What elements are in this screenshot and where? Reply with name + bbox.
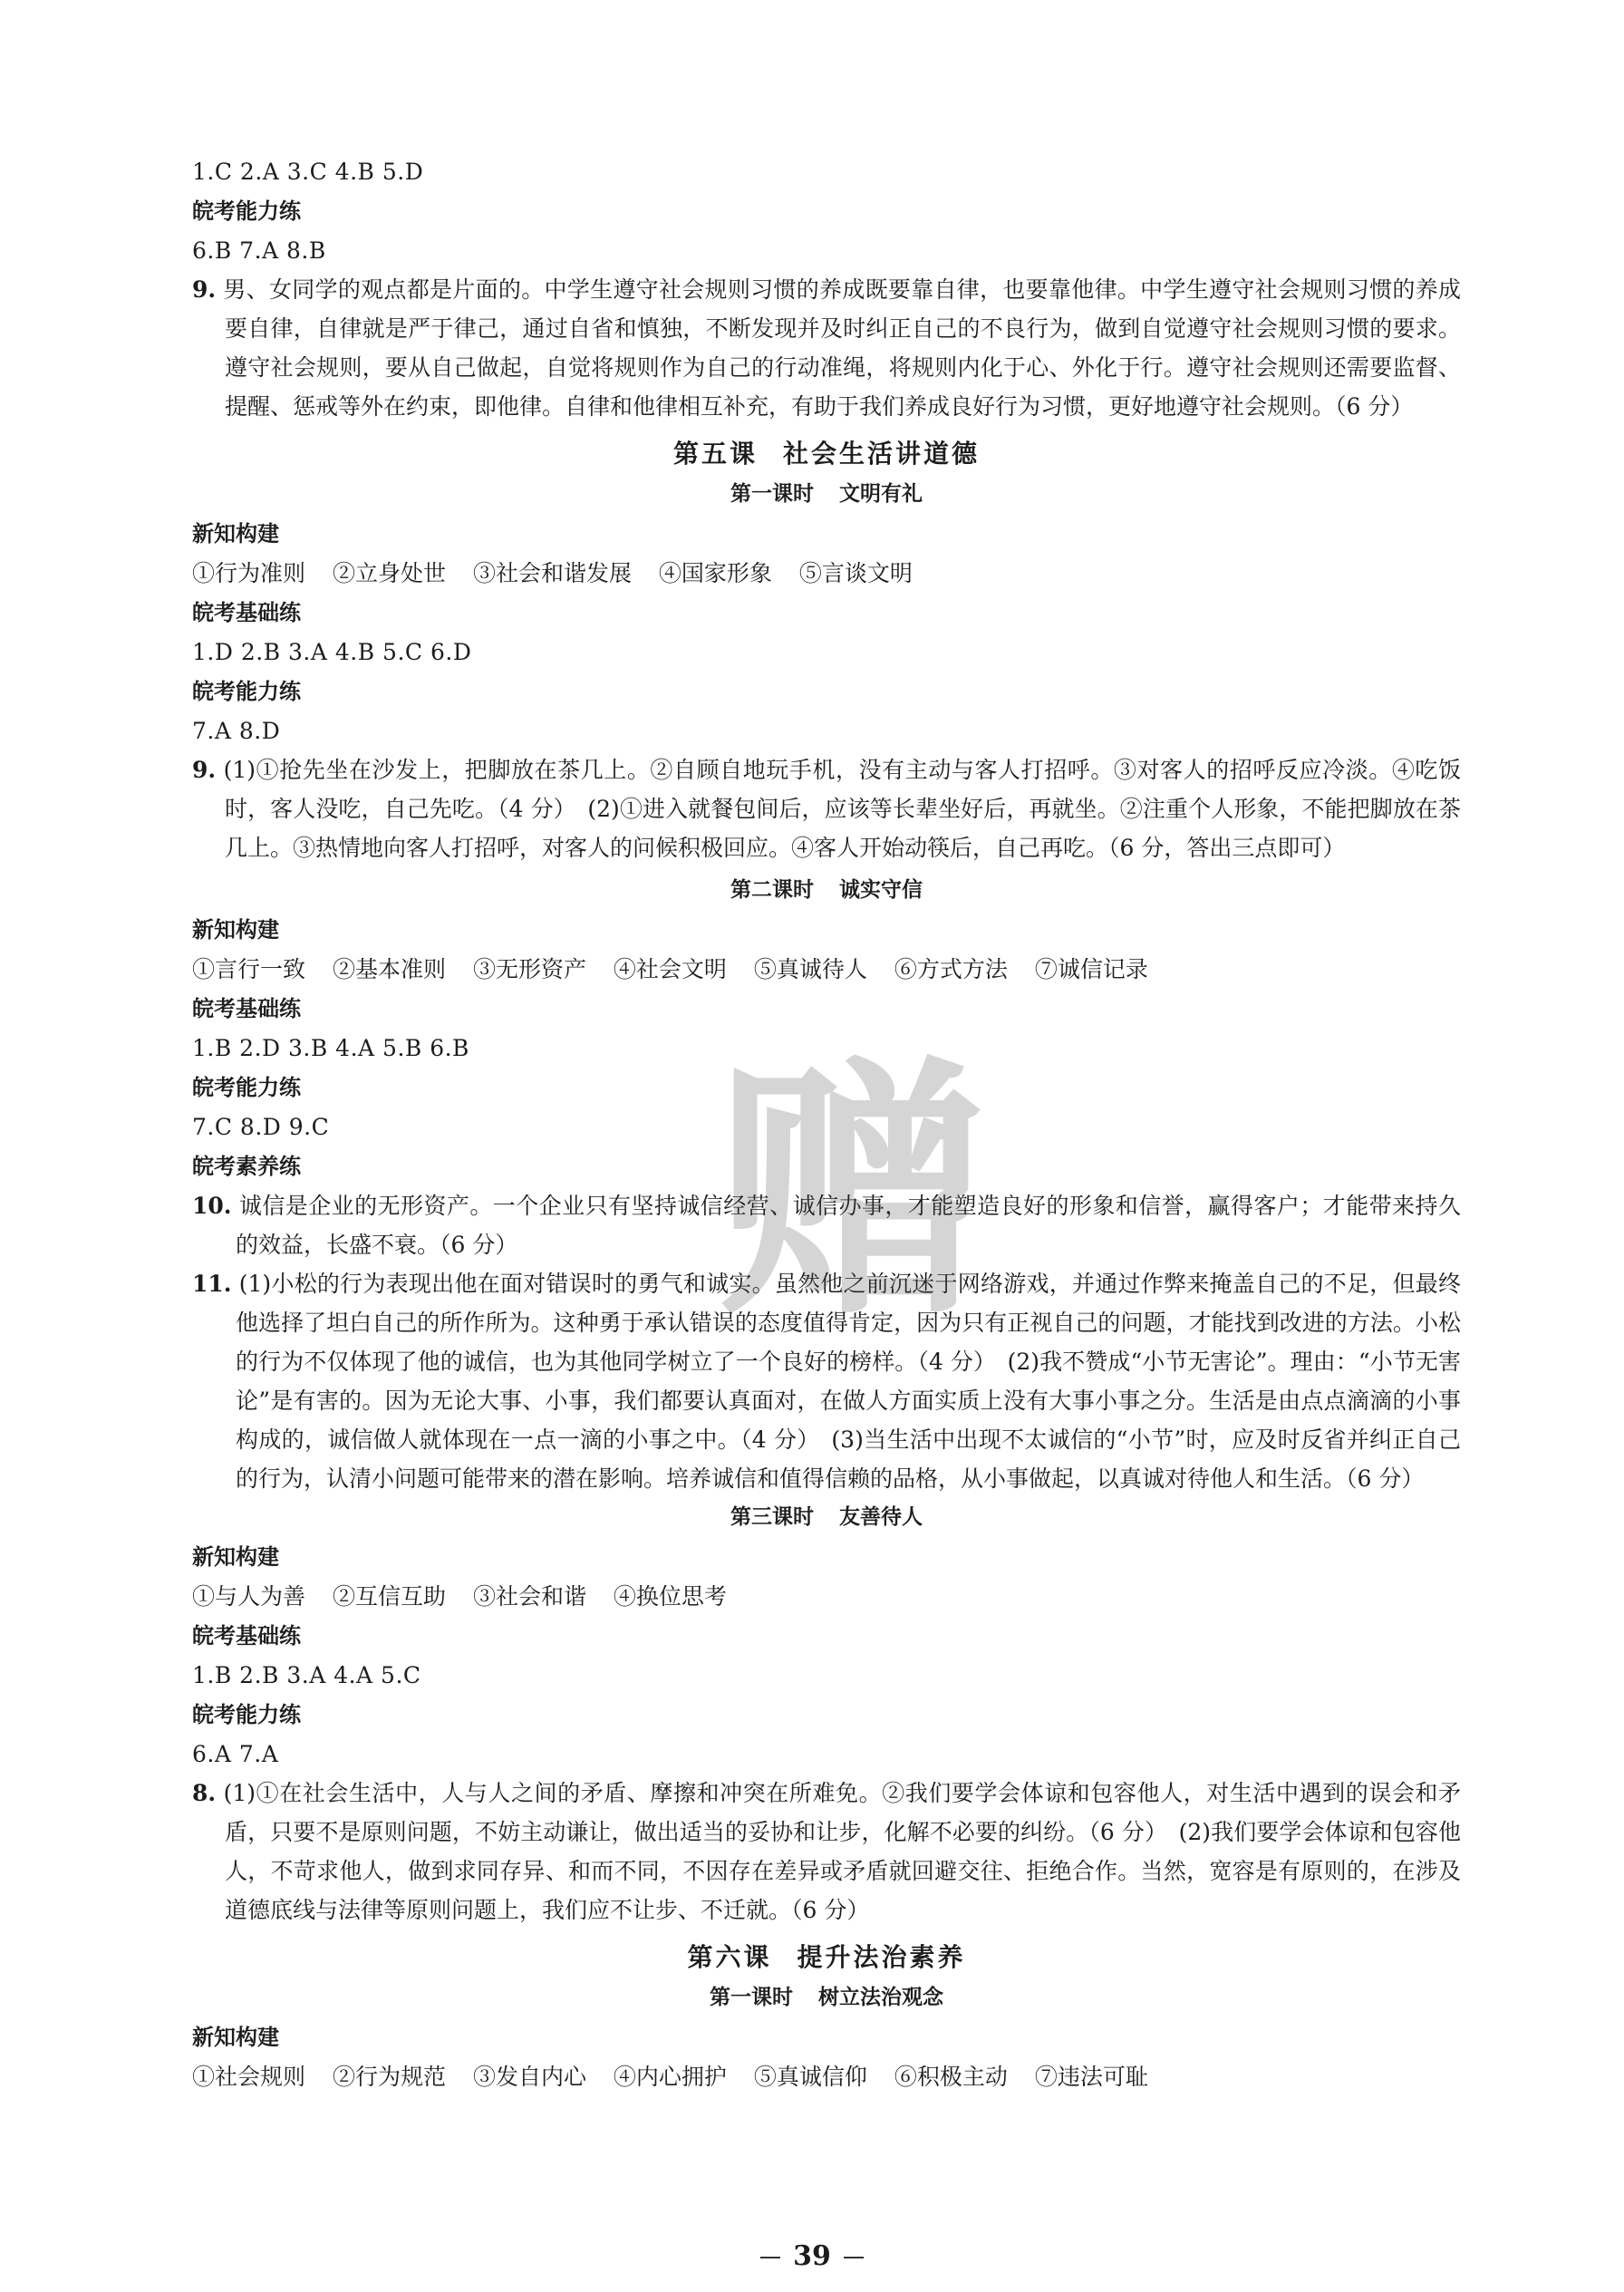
question-answer-8 — [192, 1774, 1461, 1929]
section-heading-xinzhi: 新知构建 — [192, 917, 279, 943]
answer-line: 6.B 7.A 8.B — [192, 237, 326, 264]
dash-left — [760, 2257, 780, 2258]
answer-text: 男、女同学的观点都是片面的。中学生遵守社会规则习惯的养成既要靠自律，也要靠他律。中学生遵守社会规则习惯的养成要自律，自律就是严于律己，通过自省和慎独，不断发现并及时纠正自己的不良行为，做到自觉遵守社会规则习惯的要求。遵守社会规则，要从自己做起，自觉将规则作为自己的行动准绳，将规则内化于心、外化于行。遵守社会规则还需要监督、提醒、惩戒等外在约束，即他律。自律和他律相互补充，有助于我们养成良好行为习惯，更好地遵守社会规则。（6 分） — [223, 276, 1461, 420]
knowledge-item: ③发自内心 — [472, 2064, 586, 2090]
knowledge-item: ⑤真诚信仰 — [753, 2064, 867, 2090]
knowledge-item: ②行为规范 — [332, 2064, 446, 2090]
knowledge-item: ①与人为善 — [192, 1583, 306, 1610]
knowledge-item: ⑦违法可耻 — [1034, 2064, 1148, 2090]
section-heading-xinzhi: 新知构建 — [192, 521, 279, 546]
page-number — [0, 2240, 1624, 2272]
knowledge-item: ②互信互助 — [332, 1583, 446, 1610]
watermark-stamp — [711, 1029, 992, 1328]
answer-text: 诚信是企业的无形资产。一个企业只有坚持诚信经营、诚信办事，才能塑造良好的形象和信誉，赢得客户；才能带来持久的效益，长盛不衰。（6 分） — [236, 1193, 1461, 1258]
answer-line: 1.D 2.B 3.A 4.B 5.C 6.D — [192, 639, 472, 665]
class-name: 友善待人 — [839, 1505, 923, 1529]
section-heading-ability: 皖考能力练 — [192, 198, 301, 224]
answer-text: (1)①在社会生活中，人与人之间的矛盾、摩擦和冲突在所难免。②我们要学会体谅和包容他人，对生活中遇到的误会和矛盾，只要不是原则问题，不妨主动谦让，做出适当的妥协和让步，化解不必要的纠纷。（6 分） (2)我们要学会体谅和包容他人，不苛求他人，做到求同存异、和而不同，不因存在差异或矛盾就回避交往、拒绝合作。当然，宽容是有原则的，在涉及道德底线与法律等原则问题上，我们应不让步、不迁就。（6 分） — [223, 1780, 1461, 1923]
answer-line: 1.B 2.B 3.A 4.A 5.C — [192, 1662, 421, 1688]
knowledge-item: ③社会和谐发展 — [472, 560, 632, 586]
page-number-value: 39 — [793, 2240, 831, 2272]
question-number: 9. — [192, 757, 217, 783]
question-answer-9 — [192, 750, 1461, 867]
class-name: 文明有礼 — [839, 482, 923, 506]
section-heading-jichu: 皖考基础练 — [192, 600, 301, 625]
answer-line: 1.B 2.D 3.B 4.A 5.B 6.B — [192, 1035, 469, 1061]
question-number: 10. — [192, 1193, 232, 1219]
knowledge-item: ①行为准则 — [192, 560, 306, 586]
answer-text: (1)①抢先坐在沙发上，把脚放在茶几上。②自顾自地玩手机，没有主动与客人打招呼。③对客人的招呼反应冷淡。④吃饭时，客人没吃，自己先吃。（4 分） (2)①进入就餐包间后，应该等长辈坐好后，再就坐。②注重个人形象，不能把脚放在茶几上。③热情地向客人打招呼，对客人的问候积极回应。④客人开始动筷后，自己再吃。（6 分，答出三点即可） — [223, 757, 1461, 861]
lesson-number: 第六课 — [687, 1942, 772, 1972]
knowledge-item: ④国家形象 — [658, 560, 772, 586]
class-title-5-2 — [192, 871, 1461, 909]
knowledge-item: ①社会规则 — [192, 2064, 306, 2090]
answer-line: 7.A 8.D — [192, 718, 281, 744]
section-heading-xinzhi: 新知构建 — [192, 2025, 279, 2050]
lesson-title-5 — [192, 433, 1461, 475]
knowledge-item: ②立身处世 — [332, 560, 446, 586]
section-heading-ability: 皖考能力练 — [192, 679, 301, 704]
section-heading-jichu: 皖考基础练 — [192, 996, 301, 1021]
knowledge-items — [192, 1577, 1461, 1616]
section-heading-suyang: 皖考素养练 — [192, 1154, 301, 1179]
class-number: 第三课时 — [730, 1505, 814, 1529]
watermark-char: 赠 — [716, 1035, 988, 1328]
knowledge-item: ⑤真诚待人 — [753, 956, 867, 982]
knowledge-item: ④社会文明 — [613, 956, 727, 982]
question-answer-9 — [192, 270, 1461, 426]
knowledge-items — [192, 950, 1461, 989]
knowledge-item: ④内心拥护 — [613, 2064, 727, 2090]
class-number: 第一课时 — [730, 482, 814, 506]
class-title-5-1 — [192, 475, 1461, 513]
question-number: 8. — [192, 1780, 217, 1806]
class-title-5-3 — [192, 1498, 1461, 1536]
section-heading-ability: 皖考能力练 — [192, 1075, 301, 1100]
section-heading-xinzhi: 新知构建 — [192, 1544, 279, 1570]
knowledge-items — [192, 2057, 1461, 2096]
knowledge-item: ①言行一致 — [192, 956, 306, 982]
answer-line: 1.C 2.A 3.C 4.B 5.D — [192, 159, 424, 185]
class-number: 第一课时 — [710, 1986, 793, 2009]
question-number: 11. — [192, 1271, 232, 1297]
dash-right — [844, 2257, 864, 2258]
knowledge-item: ⑥积极主动 — [894, 2064, 1008, 2090]
knowledge-item: ⑦诚信记录 — [1034, 956, 1148, 982]
class-number: 第二课时 — [730, 878, 814, 902]
knowledge-item: ②基本准则 — [332, 956, 446, 982]
lesson-name: 社会生活讲道德 — [783, 439, 981, 469]
class-title-6-1 — [192, 1978, 1461, 2016]
answer-text: (1)小松的行为表现出他在面对错误时的勇气和诚实。虽然他之前沉迷于网络游戏，并通过作弊来掩盖自己的不足，但最终他选择了坦白自己的所作所为。这种勇于承认错误的态度值得肯定，因为只有正视自己的问题，才能找到改进的方法。小松的行为不仅体现了他的诚信，也为其他同学树立了一个良好的榜样。（4 分） (2)我不赞成“小节无害论”。理由：“小节无害论”是有害的。因为无论大事、小事，我们都要认真面对，在做人方面实质上没有大事小事之分。生活是由点点滴滴的小事构成的，诚信做人就体现在一点一滴的小事之中。（4 分） (3)当生活中出现不太诚信的“小节”时，应及时反省并纠正自己的行为，认清小问题可能带来的潜在影响。培养诚信和值得信赖的品格，从小事做起，以真诚对待他人和生活。（6 分） — [236, 1271, 1461, 1492]
knowledge-item: ④换位思考 — [613, 1583, 727, 1610]
lesson-title-6 — [192, 1937, 1461, 1978]
class-name: 树立法治观念 — [818, 1986, 943, 2009]
lesson-name: 提升法治素养 — [797, 1942, 966, 1972]
knowledge-items — [192, 554, 1461, 593]
knowledge-item: ③社会和谐 — [472, 1583, 586, 1610]
knowledge-item: ⑤言谈文明 — [798, 560, 913, 586]
lesson-number: 第五课 — [672, 439, 758, 469]
answer-line: 7.C 8.D 9.C — [192, 1114, 330, 1140]
question-number: 9. — [192, 276, 217, 303]
knowledge-item: ⑥方式方法 — [894, 956, 1008, 982]
section-heading-ability: 皖考能力练 — [192, 1702, 301, 1727]
knowledge-item: ③无形资产 — [472, 956, 586, 982]
answer-line: 6.A 7.A — [192, 1741, 279, 1767]
section-heading-jichu: 皖考基础练 — [192, 1623, 301, 1649]
class-name: 诚实守信 — [839, 878, 923, 902]
